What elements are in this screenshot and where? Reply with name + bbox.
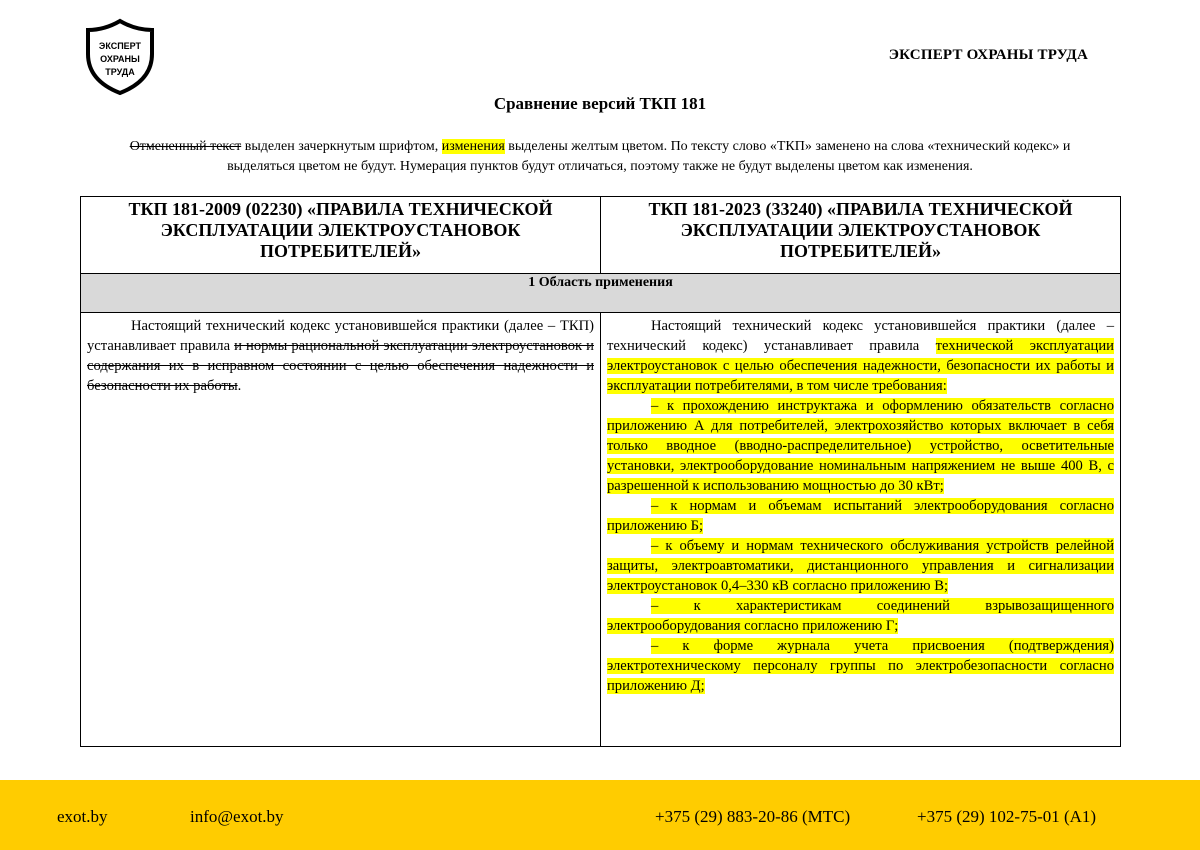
left-end-text: .	[237, 378, 242, 394]
right-item-5: – к форме журнала учета присвоения (подтверждения) электротехническому персоналу группы по электробезопасности согласно приложению Д;	[607, 638, 1114, 694]
right-cell	[601, 313, 1121, 747]
intro-highlighted-text: изменения	[441, 139, 505, 154]
footer-phone-mts[interactable]: +375 (29) 883-20-86 (МТС)	[655, 807, 851, 826]
intro-struck-text: Отмененный текст	[129, 139, 242, 154]
left-plain-text: Настоящий технический кодекс установившейся практики (далее – ТКП) устанавливает правила	[87, 318, 594, 354]
right-item-1: – к прохождению инструктажа и оформлению обязательств согласно приложению А для потребителей, электрохозяйство которых включает в себя только вводное (вводно-распределительное) устройство, осветительные установки, электрооборудование номинальным напряжением не выше 400 В, с разрешенной к использованию мощностью до 30 кВт;	[607, 398, 1114, 494]
intro-paragraph	[104, 137, 1096, 177]
footer	[0, 780, 1200, 850]
right-item-2: – к нормам и объемам испытаний электрооборудования согласно приложению Б;	[607, 498, 1114, 534]
intro-text-1: выделен зачеркнутым шрифтом,	[241, 139, 442, 154]
page-title: Сравнение версий ТКП 181	[493, 94, 707, 113]
table-row	[81, 313, 1121, 747]
comparison-table	[80, 196, 1121, 747]
right-item-4: – к характеристикам соединений взрывозащищенного электрооборудования согласно приложению Г;	[607, 598, 1114, 634]
section-row	[81, 274, 1121, 313]
right-plain-text: Настоящий технический кодекс установившейся практики (далее – технический кодекс) устанавливает правила	[607, 318, 1114, 354]
list-item	[607, 596, 1114, 636]
left-struck-text: и нормы рациональной эксплуатации электроустановок и содержания их в исправном состоянии с целью обеспечения надежности и безопасности их работы	[87, 338, 594, 394]
table-header-row	[81, 197, 1121, 274]
list-item	[607, 636, 1114, 696]
right-highlighted-text: технической эксплуатации электроустановок с целью обеспечения надежности, безопасности их работы и эксплуатации потребителями, в том числе требования:	[607, 338, 1114, 394]
logo-line-1: ЭКСПЕРТ	[98, 41, 142, 51]
footer-phone-a1[interactable]: +375 (29) 102-75-01 (А1)	[917, 807, 1097, 826]
logo-line-2: ОХРАНЫ	[100, 54, 140, 64]
footer-site-link[interactable]: exot.by	[57, 807, 108, 826]
logo	[84, 18, 156, 96]
footer-email-link[interactable]: info@exot.by	[190, 807, 284, 826]
section-title: 1 Область применения	[81, 274, 1121, 313]
list-item	[607, 396, 1114, 496]
brand-name: ЭКСПЕРТ ОХРАНЫ ТРУДА	[888, 47, 1088, 63]
right-column-header: ТКП 181-2023 (33240) «ПРАВИЛА ТЕХНИЧЕСКОЙ ЭКСПЛУАТАЦИИ ЭЛЕКТРОУСТАНОВОК ПОТРЕБИТЕЛЕЙ»	[601, 197, 1121, 274]
left-cell	[81, 313, 601, 747]
list-item	[607, 496, 1114, 536]
shield-logo-icon	[84, 18, 156, 96]
list-item	[607, 536, 1114, 596]
left-column-header: ТКП 181-2009 (02230) «ПРАВИЛА ТЕХНИЧЕСКОЙ ЭКСПЛУАТАЦИИ ЭЛЕКТРОУСТАНОВОК ПОТРЕБИТЕЛЕЙ»	[81, 197, 601, 274]
left-paragraph	[87, 316, 594, 396]
logo-line-3: ТРУДА	[105, 67, 135, 77]
right-paragraph	[607, 316, 1114, 396]
right-item-3: – к объему и нормам технического обслуживания устройств релейной защиты, электроавтоматики, дистанционного управления и сигнализации электроустановок 0,4–330 кВ согласно приложению В;	[607, 538, 1114, 594]
intro-text-2: выделены желтым цветом. По тексту слово «ТКП» заменено на слова «технический кодекс» и выделяться цветом не будут. Нумерация пунктов будут отличаться, поэтому также не будут выделены цветом как изменения.	[227, 139, 1071, 174]
